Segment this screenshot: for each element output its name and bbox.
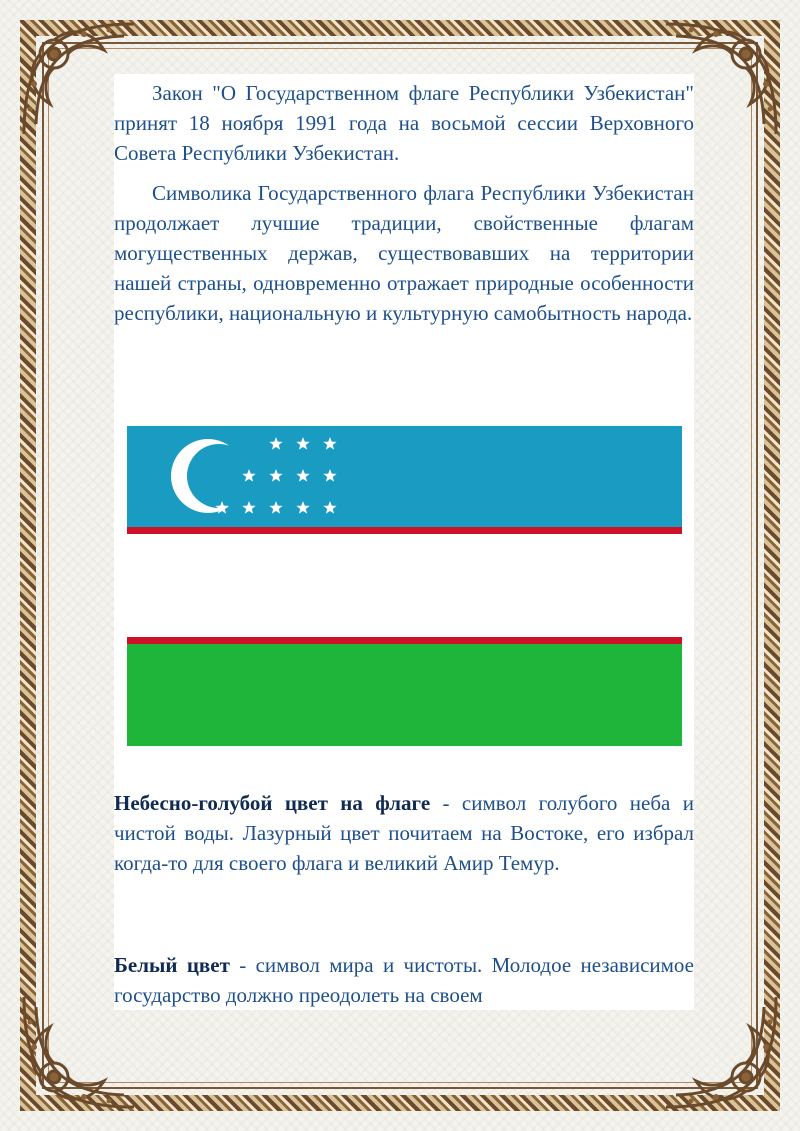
paragraph-white-color [114,950,694,1010]
flag-red-line-bottom [127,637,682,644]
flag-white-stripe [127,534,682,637]
white-color-text: - символ мира и чистоты. Молодое независимое государство должно преодолеть на своем [114,953,694,1007]
blue-color-heading: Небесно-голубой цвет на флаге [114,791,431,815]
blue-color-text: - символ голубого неба и чистой воды. Лазурный цвет почитаем на Востоке, его избрал когда-то для своего флага и великий Амир Темур. [114,791,694,875]
white-color-heading: Белый цвет [114,953,230,977]
text-content-area [114,74,694,1010]
paragraph-blue-color [114,788,694,878]
flag-green-stripe [127,644,682,746]
paragraph-symbolism: Символика Государственного флага Республики Узбекистан продолжает лучшие традиции, свойственные флагам могущественных держав, существовавших на территории нашей страны, одновременно отражает природные особенности республики, национальную и культурную самобытность народа. [114,181,694,325]
flag-red-line-top [127,527,682,534]
paragraph-law-date: Закон "О Государственном флаге Республики Узбекистан" принят 18 ноября 1991 года на восьмой сессии Верховного Совета Республики Узбекистан. [114,81,694,165]
uzbekistan-flag [127,426,682,746]
